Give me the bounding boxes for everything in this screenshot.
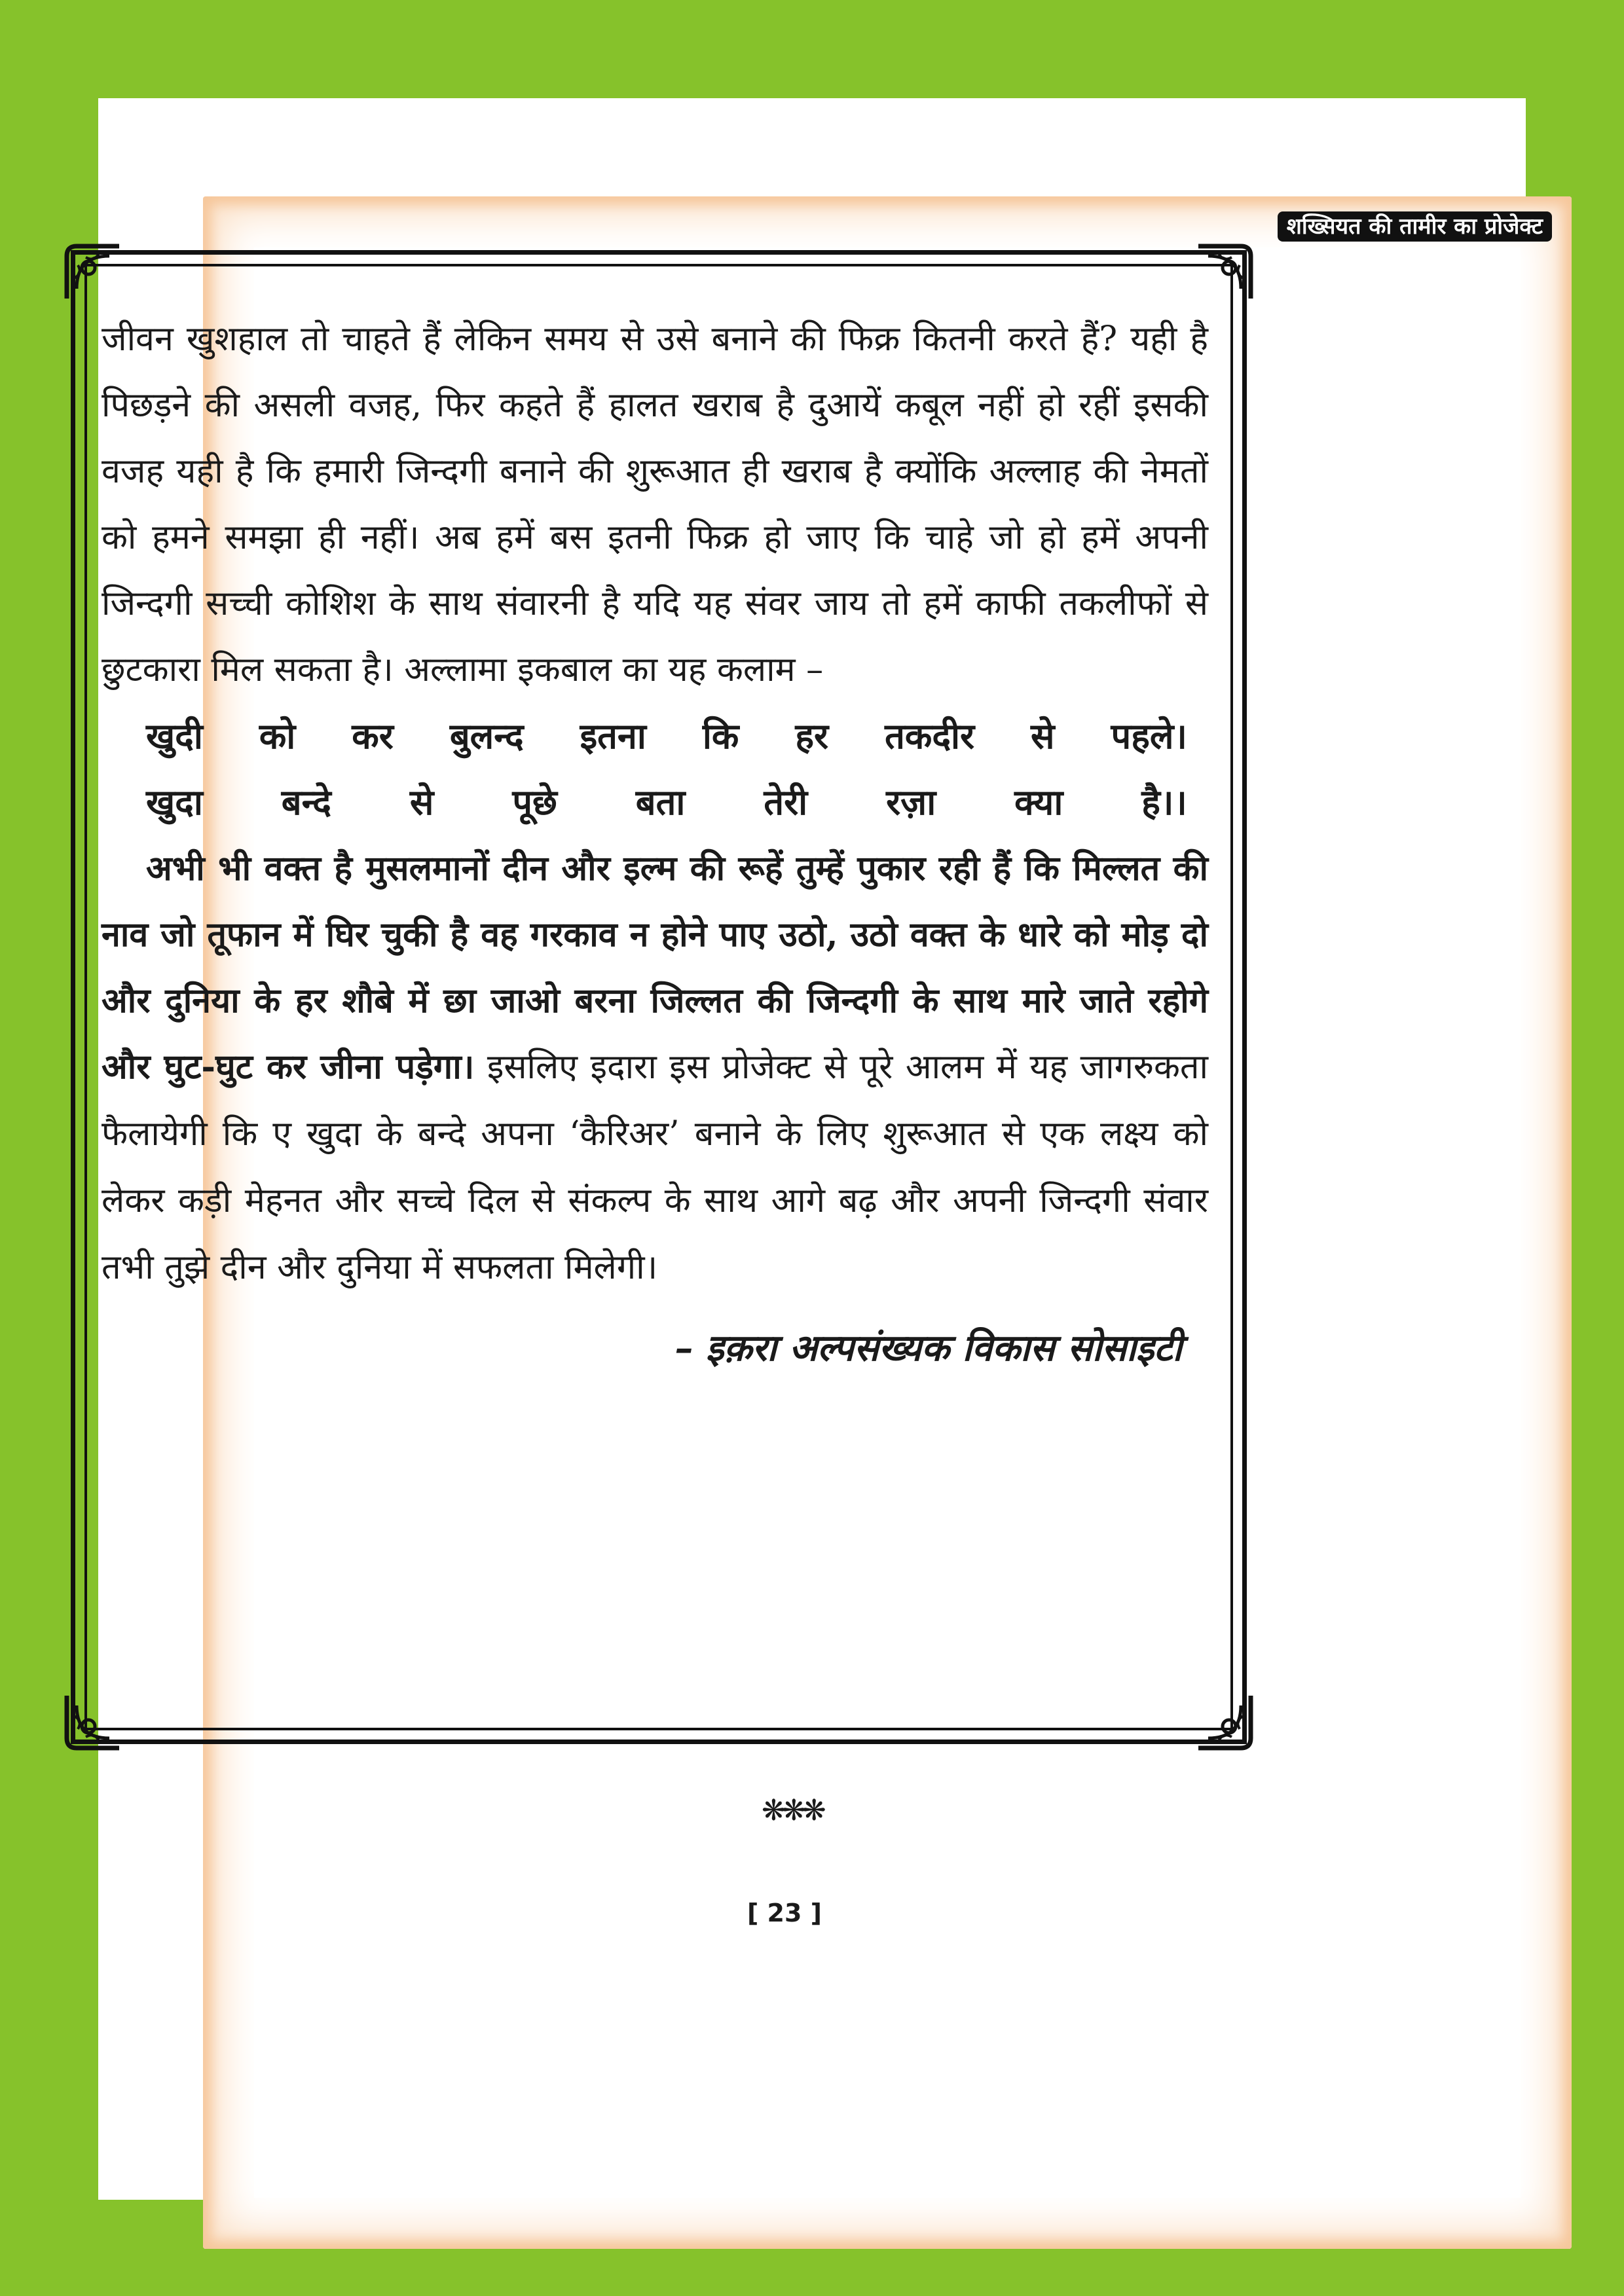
signature: – इक़रा अल्पसंख्यक विकास सोसाइटी xyxy=(674,1326,1182,1370)
verse-line-1 xyxy=(146,703,1187,769)
verse-word: खुदी xyxy=(146,715,203,757)
running-header: शख्सियत की तामीर का प्रोजेक्ट xyxy=(1278,211,1552,242)
corner-ornament-icon xyxy=(64,243,122,302)
verse-word: इतना xyxy=(580,715,646,757)
verse-word: पहले। xyxy=(1111,715,1187,757)
verse-word: से xyxy=(1031,715,1055,757)
bold-passage: अभी भी वक्त है मुसलमानों दीन और इल्म की रूहें तुम्हें पुकार रही हैं कि मिल्लत की नाव जो तूफान में घिर चुकी है वह गरकाव न होने पाए उठो, उठो वक्त के धारे को मोड़ दो और दुनिया के हर शौबे में छा जाओ बरना जिल्लत की जिन्दगी के साथ मारे जाते रहोगे और घुट-घुट कर जीना पड़ेगा। xyxy=(101,848,1208,1087)
verse-word: बता xyxy=(635,781,686,823)
verse-word: तेरी xyxy=(764,781,808,823)
verse-word: कर xyxy=(352,715,394,757)
page-body xyxy=(101,306,1208,1381)
verse-word: खुदा xyxy=(146,781,203,823)
corner-ornament-icon xyxy=(1195,1692,1254,1751)
corner-ornament-icon xyxy=(1195,243,1254,302)
page-number: [ 23 ] xyxy=(741,1899,828,1927)
verse-word: बन्दे xyxy=(281,781,331,823)
normal-passage: इसलिए इदारा इस प्रोजेक्ट से पूरे आलम में यह जागरुकता फैलायेगी कि ए खुदा के बन्दे अपना ‘कैरिअर’ बनाने के लिए शुरूआत से एक लक्ष्य को लेकर कड़ी मेहनत और सच्चे दिल से संकल्प के साथ आगे बढ़ और अपनी जिन्दगी संवार तभी तुझे दीन और दुनिया में सफलता मिलेगी। xyxy=(101,1048,1208,1287)
ornament-stars-icon: ❋❋❋ xyxy=(762,1794,822,1827)
verse-word: पूछे xyxy=(512,781,557,823)
verse-word: है।। xyxy=(1141,781,1187,823)
paragraph-intro: जीवन खुशहाल तो चाहते हैं लेकिन समय से उसे बनाने की फिक्र कितनी करते हैं? यही है पिछड़ने की असली वजह, फिर कहते हैं हालत खराब है दुआयें कबूल नहीं हो रहीं इसकी वजह यही है कि हमारी जिन्दगी बनाने की शुरूआत ही खराब है क्योंकि अल्लाह की नेमतों को हमने समझा ही नहीं। अब हमें बस इतनी फिक्र हो जाए कि चाहे जो हो हमें अपनी जिन्दगी सच्ची कोशिश के साथ संवारनी है यदि यह संवर जाय तो हमें काफी तकलीफों से छुटकारा मिल सकता है। अल्लामा इकबाल का यह कलाम – xyxy=(101,319,1208,689)
corner-ornament-icon xyxy=(64,1692,122,1751)
verse-word: से xyxy=(409,781,434,823)
verse-word: कि xyxy=(702,715,739,757)
verse-word: तकदीर xyxy=(885,715,975,757)
verse-word: रज़ा xyxy=(886,781,936,823)
verse-word: को xyxy=(259,715,296,757)
verse-line-2 xyxy=(146,769,1187,835)
verse-word: क्या xyxy=(1014,781,1063,823)
verse-word: हर xyxy=(795,715,829,757)
paragraph-call-to-action xyxy=(101,835,1208,1301)
verse-word: बुलन्द xyxy=(449,715,524,757)
